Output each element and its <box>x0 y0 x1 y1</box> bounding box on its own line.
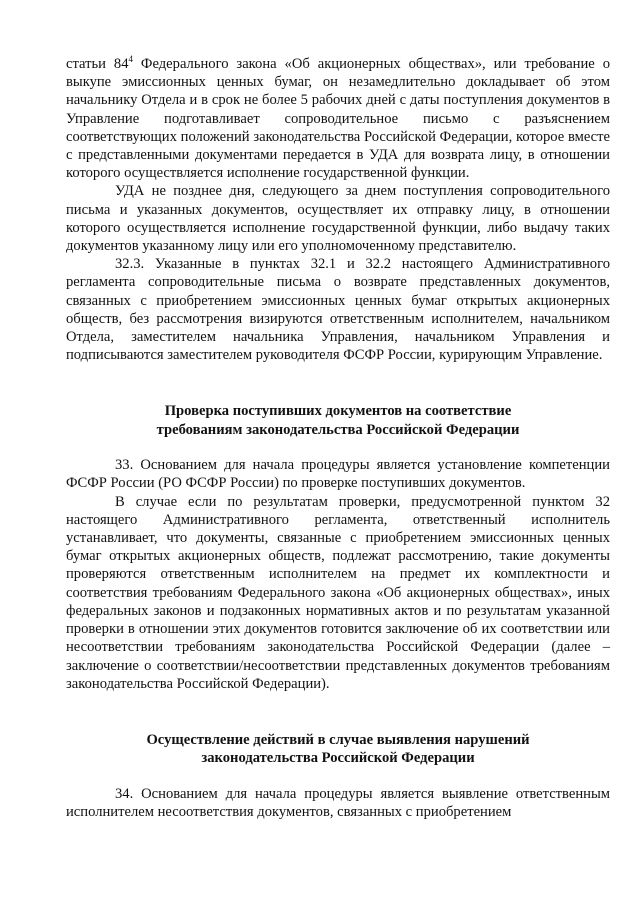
paragraph-text: Федерального закона «Об акционерных обществах», или требование о выкупе эмиссионных ценных бумаг, он незамедлительно докладывает об этом начальнику Отдела и в срок не более 5 рабочих дней с даты поступления документов в Управление подготавливает сопроводительное письмо с разъяснением соответствующих положений законодательства Российской Федерации, которое вместе с представленными документами передается в УДА для возврата лицу, в отношении которого осуществляется исполнение государственной функции. <box>66 56 610 182</box>
spacer <box>66 768 610 785</box>
paragraph-33-check-result: В случае если по результатам проверки, предусмотренной пунктом 32 настоящего Административного регламента, ответственный исполнитель устанавливает, что документы, связанные с приобретением эмиссионных ценных бумаг открытых акционерных обществ, подлежат рассмотрению, такие документы проверяются ответственным исполнителем на предмет их комплектности и соответствия требованиям Федерального закона «Об акционерных обществах», иных федеральных законов и подзаконных нормативных актов и по результатам указанной проверки в отношении этих документов готовится заключение об их соответствии или несоответствии требованиям законодательства Российской Федерации (далее – заключение о соответствии/несоответствии представленных документов требованиям законодательства Российской Федерации). <box>66 493 610 692</box>
section-heading-violations <box>66 731 610 768</box>
document-page <box>66 55 610 821</box>
spacer <box>66 439 610 456</box>
paragraph-32-3: 32.3. Указанные в пунктах 32.1 и 32.2 настоящего Административного регламента сопроводительные письма о возврате представленных документов, связанных с приобретением эмиссионных ценных бумаг открытых акционерных обществ, без рассмотрения визируются ответственным исполнителем, начальником Отдела, заместителем начальника Управления, начальником Управления и подписываются заместителем руководителя ФСФР России, курирующим Управление. <box>66 256 610 364</box>
heading-line: Осуществление действий в случае выявления нарушений <box>146 731 530 748</box>
section-heading-document-check <box>66 402 610 439</box>
paragraph-33: 33. Основанием для начала процедуры является установление компетенции ФСФР России (РО ФСФР России) по проверке поступивших документов. <box>66 457 610 492</box>
article-superscript: 4 <box>128 54 133 64</box>
heading-line: законодательства Российской Федерации <box>201 750 475 767</box>
paragraph-text: статьи 84 <box>66 56 129 72</box>
heading-line: Проверка поступивших документов на соответствие <box>164 403 512 420</box>
paragraph-32-2-continuation <box>66 55 610 182</box>
spacer <box>66 364 610 402</box>
paragraph-uda-dispatch: УДА не позднее дня, следующего за днем поступления сопроводительного письма и указанных документов, осуществляет их отправку лицу, в отношении которого осуществляется исполнение государственной функции, либо выдачу таких документов указанному лицу или его уполномоченному представителю. <box>66 183 610 255</box>
heading-line: требованиям законодательства Российской Федерации <box>156 421 520 438</box>
spacer <box>66 693 610 731</box>
paragraph-34: 34. Основанием для начала процедуры является выявление ответственным исполнителем несоответствия документов, связанных с приобретением <box>66 785 610 820</box>
